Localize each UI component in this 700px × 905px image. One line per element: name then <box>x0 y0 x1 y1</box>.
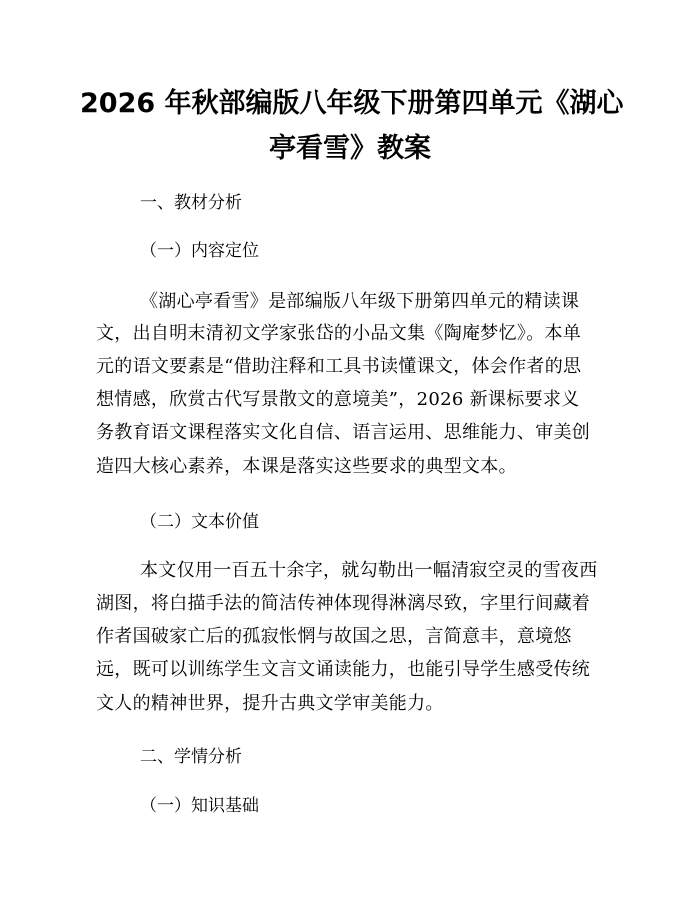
section-heading-learner-analysis: 二、学情分析 <box>140 747 242 767</box>
paragraph-line: 作者国破家亡后的孤寂怅惘与故国之思，言简意丰，意境悠 <box>96 626 572 647</box>
paragraph-line: 想情感，欣赏古代写景散文的意境美”，2026 新课标要求义 <box>96 389 580 410</box>
document-title-line-2: 亭看雪》教案 <box>269 133 431 164</box>
section-heading-materials: 一、教材分析 <box>140 193 242 213</box>
subsection-heading-knowledge-base: （一）知识基础 <box>140 796 259 816</box>
subsection-heading-text-value: （二）文本价值 <box>140 512 259 532</box>
document-title-line-1: 2026 年秋部编版八年级下册第四单元《湖心 <box>80 88 624 119</box>
paragraph-line: 文人的精神世界，提升古典文学审美能力。 <box>96 693 444 714</box>
paragraph-line: 造四大核心素养，本课是落实这些要求的典型文本。 <box>96 456 517 477</box>
paragraph-line: 《湖心亭看雪》是部编版八年级下册第四单元的精读课 <box>140 291 580 312</box>
paragraph-line: 文，出自明末清初文学家张岱的小品文集《陶庵梦忆》。本单 <box>96 323 582 344</box>
paragraph-line: 湖图，将白描手法的简洁传神体现得淋漓尽致，字里行间藏着 <box>96 593 591 614</box>
paragraph-line: 元的语文要素是“借助注释和工具书读懂课文，体会作者的思 <box>96 356 582 377</box>
paragraph-line: 远，既可以训练学生文言文诵读能力，也能引导学生感受传统 <box>96 659 591 680</box>
paragraph-line: 本文仅用一百五十余字，就勾勒出一幅清寂空灵的雪夜西 <box>140 560 598 581</box>
paragraph-line: 务教育语文课程落实文化自信、语言运用、思维能力、审美创 <box>96 422 591 443</box>
subsection-heading-positioning: （一）内容定位 <box>140 241 259 261</box>
